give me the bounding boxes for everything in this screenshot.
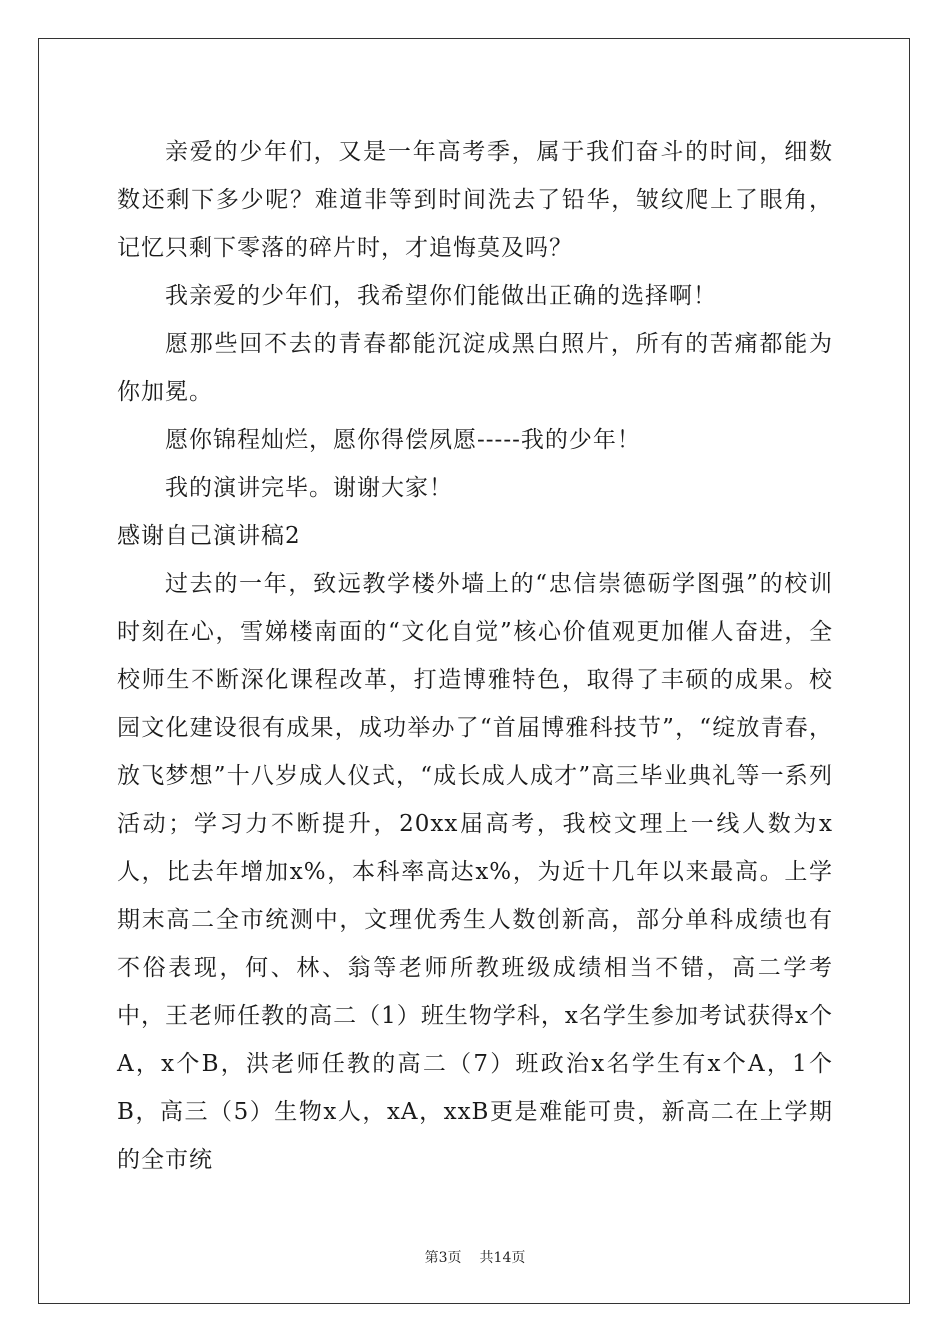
paragraph-6: 过去的一年，致远教学楼外墙上的“忠信崇德砺学图强”的校训时刻在心，雪娣楼南面的“文化自觉”核心价值观更加催人奋进，全校师生不断深化课程改革，打造博雅特色，取得了丰硕的成果。校园文化建设很有成果，成功举办了“首届博雅科技节”，“绽放青春，放飞梦想”十八岁成人仪式，“成长成人成才”高三毕业典礼等一系列活动；学习力不断提升，20xx届高考，我校文理上一线人数为x人，比去年增加x%，本科率高达x%，为近十几年以来最高。上学期末高二全市统测中，文理优秀生人数创新高，部分单科成绩也有不俗表现，何、林、翁等老师所教班级成绩相当不错，高二学考中，王老师任教的高二（1）班生物学科，x名学生参加考试获得x个A，x个B，洪老师任教的高二（7）班政治x名学生有x个A，1个B，高三（5）生物x人，xA，xxB更是难能可贵，新高二在上学期的全市统 bbox=[117, 571, 833, 1173]
paragraph-3: 愿那些回不去的青春都能沉淀成黑白照片，所有的苦痛都能为你加冕。 bbox=[117, 331, 833, 405]
paragraph-2: 我亲爱的少年们，我希望你们能做出正确的选择啊！ bbox=[165, 283, 717, 309]
page-number: 第3页 bbox=[424, 1250, 462, 1266]
paragraph-5: 我的演讲完毕。谢谢大家！ bbox=[165, 475, 453, 501]
section-title: 感谢自己演讲稿2 bbox=[117, 523, 301, 549]
page-footer bbox=[0, 1248, 950, 1268]
paragraph-1: 亲爱的少年们，又是一年高考季，属于我们奋斗的时间，细数数还剩下多少呢？难道非等到时间洗去了铅华，皱纹爬上了眼角，记忆只剩下零落的碎片时，才追悔莫及吗？ bbox=[117, 139, 833, 261]
page-total: 共14页 bbox=[479, 1250, 526, 1266]
document-body bbox=[117, 128, 833, 1184]
paragraph-4: 愿你锦程灿烂，愿你得偿夙愿-----我的少年！ bbox=[165, 427, 641, 453]
